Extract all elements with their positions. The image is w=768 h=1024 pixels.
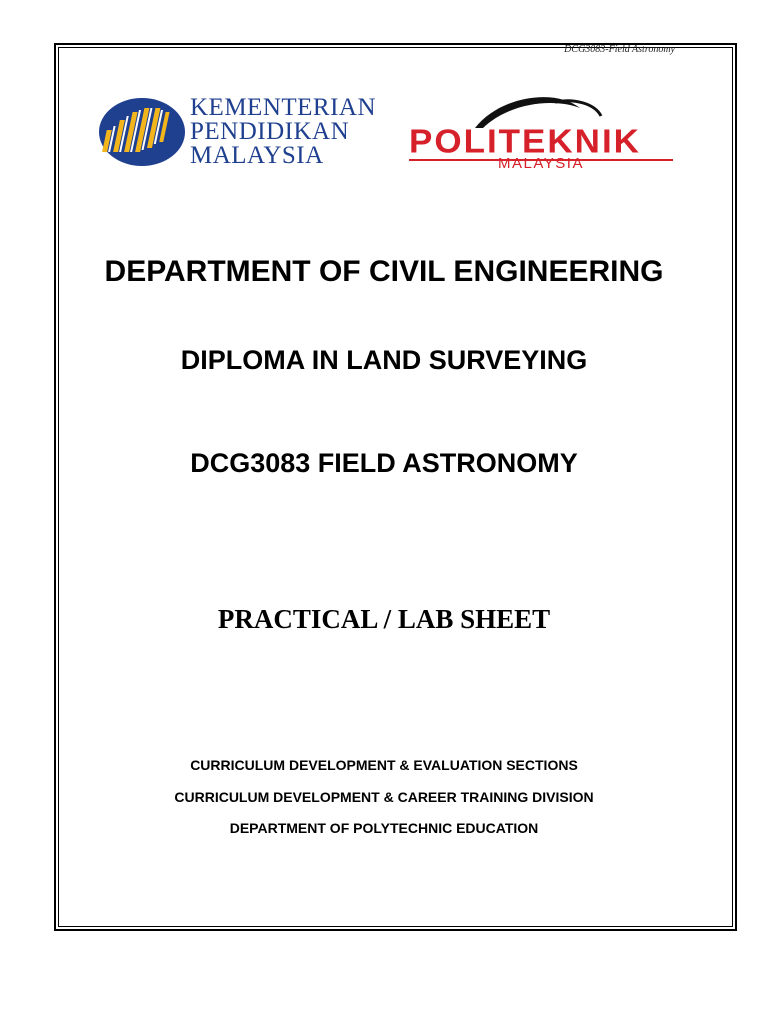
footer-line-2: CURRICULUM DEVELOPMENT & CAREER TRAINING DIVISION bbox=[174, 789, 594, 805]
kpm-logo bbox=[98, 96, 398, 176]
footer-line-1: CURRICULUM DEVELOPMENT & EVALUATION SECTIONS bbox=[190, 757, 578, 773]
kpm-line-1: KEMENTERIAN bbox=[190, 94, 377, 121]
politeknik-logo bbox=[405, 90, 677, 175]
sheet-title: PRACTICAL / LAB SHEET bbox=[217, 604, 551, 634]
politeknik-wordmark: POLITEKNIK bbox=[409, 123, 641, 161]
kpm-line-3: MALAYSIA bbox=[190, 142, 324, 169]
running-header: DCG3083-Field Astronomy bbox=[564, 44, 675, 55]
diploma-title: DIPLOMA IN LAND SURVEYING bbox=[180, 345, 588, 375]
department-title: DEPARTMENT OF CIVIL ENGINEERING bbox=[104, 255, 664, 288]
kpm-line-2: PENDIDIKAN bbox=[190, 118, 350, 145]
footer-line-3: DEPARTMENT OF POLYTECHNIC EDUCATION bbox=[229, 820, 539, 836]
kpm-wordmark bbox=[190, 96, 376, 168]
kpm-emblem-icon bbox=[98, 96, 188, 168]
course-title: DCG3083 FIELD ASTRONOMY bbox=[190, 448, 578, 478]
politeknik-country: MALAYSIA bbox=[498, 155, 584, 172]
